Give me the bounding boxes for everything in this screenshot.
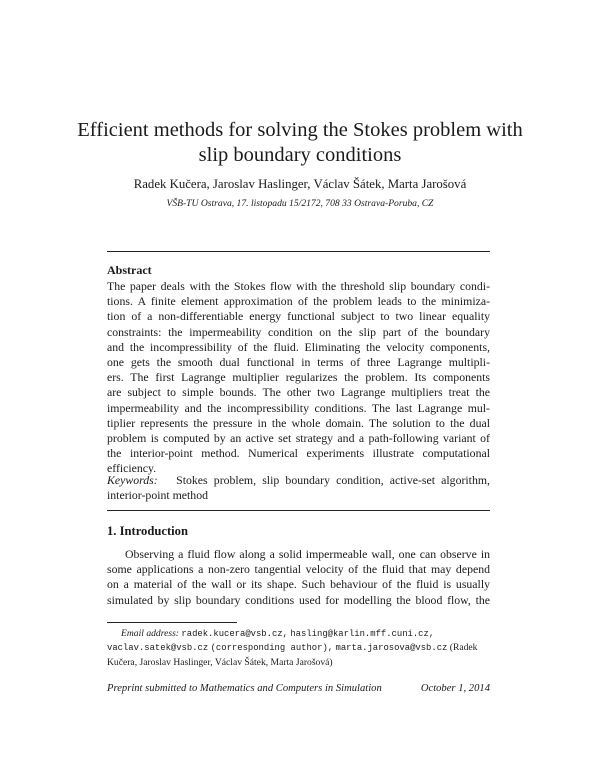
footnote-email-label: Email address:: [121, 628, 180, 639]
abstract-line: tiplier represents the pressure in the whole domain. The solution to the dual: [107, 415, 490, 430]
abstract-line: impermeability and the incompressibility conditions. The last Lagrange mul-: [107, 400, 490, 415]
abstract-line: one gets the smooth dual functional in terms of three Lagrange multipli-: [107, 355, 490, 370]
keywords-text-1: Stokes problem, slip boundary condition, active-set algorithm,: [176, 473, 490, 487]
abstract-line: problem is computed by an active set strategy and a path-following variant of: [107, 431, 490, 446]
paper-title: [60, 118, 540, 168]
abstract-line: ers. The first Lagrange multiplier regularizes the problem. Its components: [107, 370, 490, 385]
preprint-date: October 1, 2014: [420, 683, 490, 694]
section-heading-introduction: 1. Introduction: [107, 524, 188, 538]
email-link[interactable]: vaclav.satek@vsb.cz: [107, 643, 209, 654]
author-list: Radek Kučera, Jaroslav Haslinger, Václav Šátek, Marta Jarošová: [133, 177, 467, 191]
title-line-2: slip boundary conditions: [198, 144, 402, 166]
keywords-label: Keywords:: [107, 473, 158, 487]
abstract-line: The paper deals with the Stokes flow with the threshold slip boundary condi-: [107, 279, 490, 293]
footnote-line-3: Kučera, Jaroslav Haslinger, Václav Šátek, Marta Jarošová): [107, 656, 333, 668]
abstract-top-rule: [107, 251, 490, 252]
footnote-names-start: (Radek: [449, 642, 478, 654]
title-line-1: Efficient methods for solving the Stokes problem with: [77, 119, 523, 141]
keywords-line-1: [107, 473, 490, 488]
abstract-line: constraints: the impermeability condition on the slip part of the boundary: [107, 324, 490, 339]
affiliation: VŠB-TU Ostrava, 17. listopadu 15/2172, 708 33 Ostrava-Poruba, CZ: [166, 198, 434, 209]
abstract-line: the interior-point method. Numerical experiments illustrate computational: [107, 446, 490, 461]
intro-line: some applications a non-zero tangential velocity of the fluid that may depend: [107, 562, 490, 577]
abstract-heading: Abstract: [107, 263, 152, 277]
preprint-note: Preprint submitted to Mathematics and Computers in Simulation: [107, 683, 382, 694]
abstract-line: are subject to simple bounds. The other two Lagrange multipliers treat the: [107, 385, 490, 400]
abstract-line: efficiency.: [107, 461, 157, 476]
abstract-line: tion of a non-differentiable energy functional subject to two linear equality: [107, 309, 490, 324]
abstract-line: and the incompressibility of the fluid. Eliminating the velocity components,: [107, 339, 490, 354]
intro-line: simulated by slip boundary conditions used for modelling the blood flow, the: [107, 592, 490, 607]
footnote-rule: [107, 622, 237, 623]
intro-line: on a material of the wall or its shape. Such behaviour of the fluid is usually: [107, 577, 490, 592]
keywords: [107, 473, 490, 503]
footnote-line-2: [107, 641, 490, 655]
intro-line: Observing a fluid flow along a solid impermeable wall, one can observe in: [125, 547, 490, 561]
footnote-line-1: [107, 627, 490, 641]
abstract-body: [107, 279, 490, 477]
abstract-line: tions. A finite element approximation of the problem leads to the minimiza-: [107, 294, 490, 309]
email-link[interactable]: hasling@karlin.mff.cuni.cz,: [290, 629, 435, 639]
abstract-bottom-rule: [107, 510, 490, 511]
footnote: [107, 627, 490, 669]
keywords-line-2: interior-point method: [107, 488, 208, 503]
email-link[interactable]: marta.jarosova@vsb.cz: [335, 643, 448, 654]
introduction-body: [107, 547, 490, 608]
email-link[interactable]: radek.kucera@vsb.cz,: [181, 629, 288, 639]
footnote-corresponding-note: (corresponding author),: [210, 643, 334, 654]
